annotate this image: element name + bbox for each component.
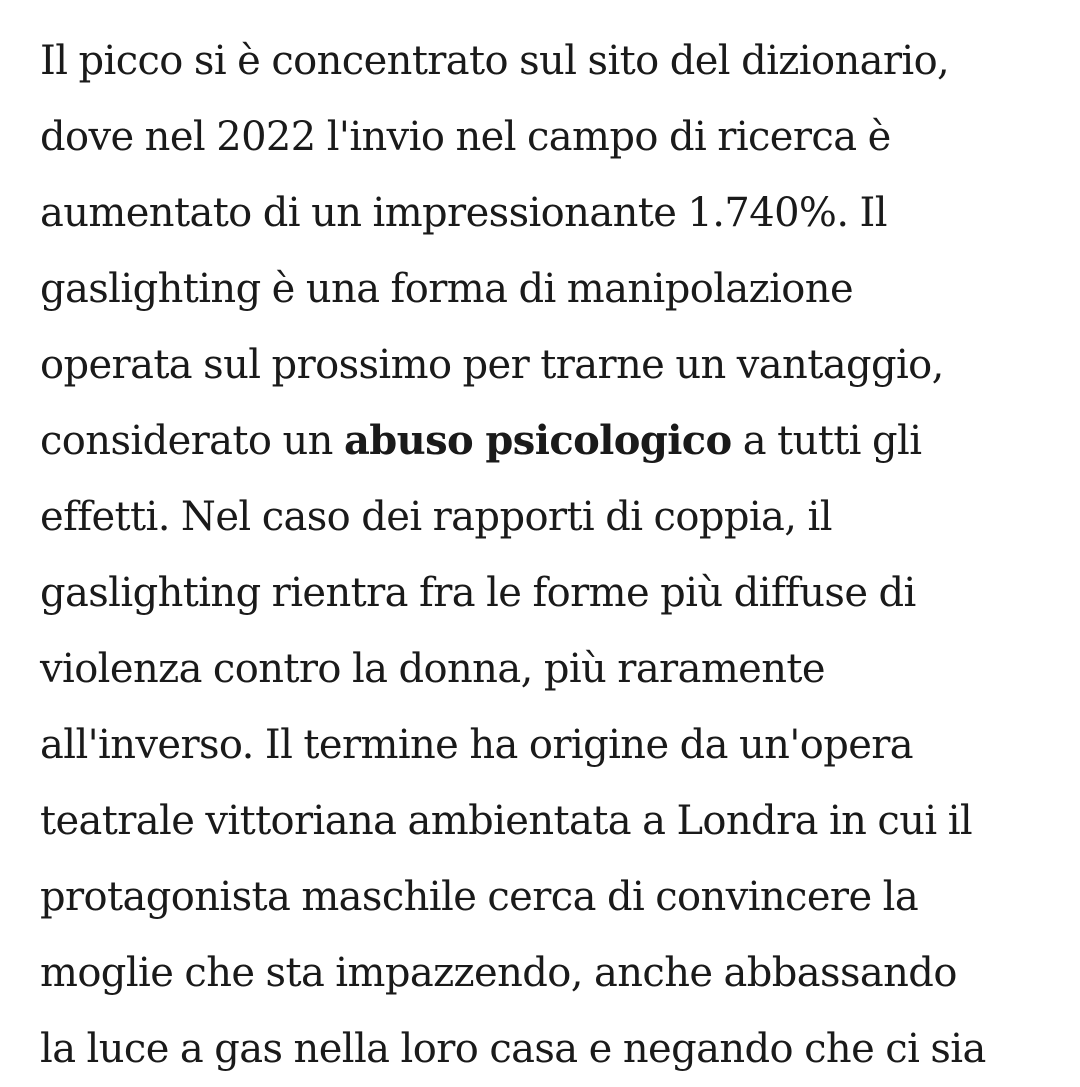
paragraph-line [40, 175, 1060, 251]
text-run: all'inverso. Il termine ha origine da un'opera [40, 722, 914, 768]
text-run: a tutti gli [731, 418, 922, 464]
paragraph-line [40, 935, 1060, 1011]
paragraph-line [40, 859, 1060, 935]
paragraph-line [40, 783, 1060, 859]
text-run: effetti. Nel caso dei rapporti di coppia, il [40, 494, 832, 540]
text-run: protagonista maschile cerca di convincere la [40, 874, 919, 920]
text-run: Il picco si è concentrato sul sito del dizionario, [40, 38, 950, 84]
text-run: considerato un [40, 418, 344, 464]
paragraph-line [40, 631, 1060, 707]
text-run: teatrale vittoriana ambientata a Londra in cui il [40, 798, 973, 844]
text-run: violenza contro la donna, più raramente [40, 646, 825, 692]
article-body [40, 23, 1060, 1087]
text-run: operata sul prossimo per trarne un vantaggio, [40, 342, 944, 388]
paragraph-line [40, 23, 1060, 99]
text-run: moglie che sta impazzendo, anche abbassando [40, 950, 957, 996]
paragraph-line [40, 99, 1060, 175]
bold-phrase-abuso-psicologico: abuso psicologico [343, 417, 732, 464]
paragraph-line [40, 707, 1060, 783]
paragraph-line [40, 1011, 1060, 1087]
text-run: gaslighting rientra fra le forme più diffuse di [40, 570, 916, 616]
paragraph-line [40, 555, 1060, 631]
text-run: la luce a gas nella loro casa e negando che ci sia [40, 1026, 986, 1072]
text-run: aumentato di un impressionante 1.740%. Il [40, 190, 887, 236]
text-run: gaslighting è una forma di manipolazione [40, 266, 854, 312]
text-run: dove nel 2022 l'invio nel campo di ricerca è [40, 114, 891, 160]
paragraph-line [40, 479, 1060, 555]
paragraph-line [40, 403, 1060, 479]
article-paragraph [40, 23, 1060, 1087]
paragraph-line [40, 327, 1060, 403]
paragraph-line [40, 251, 1060, 327]
